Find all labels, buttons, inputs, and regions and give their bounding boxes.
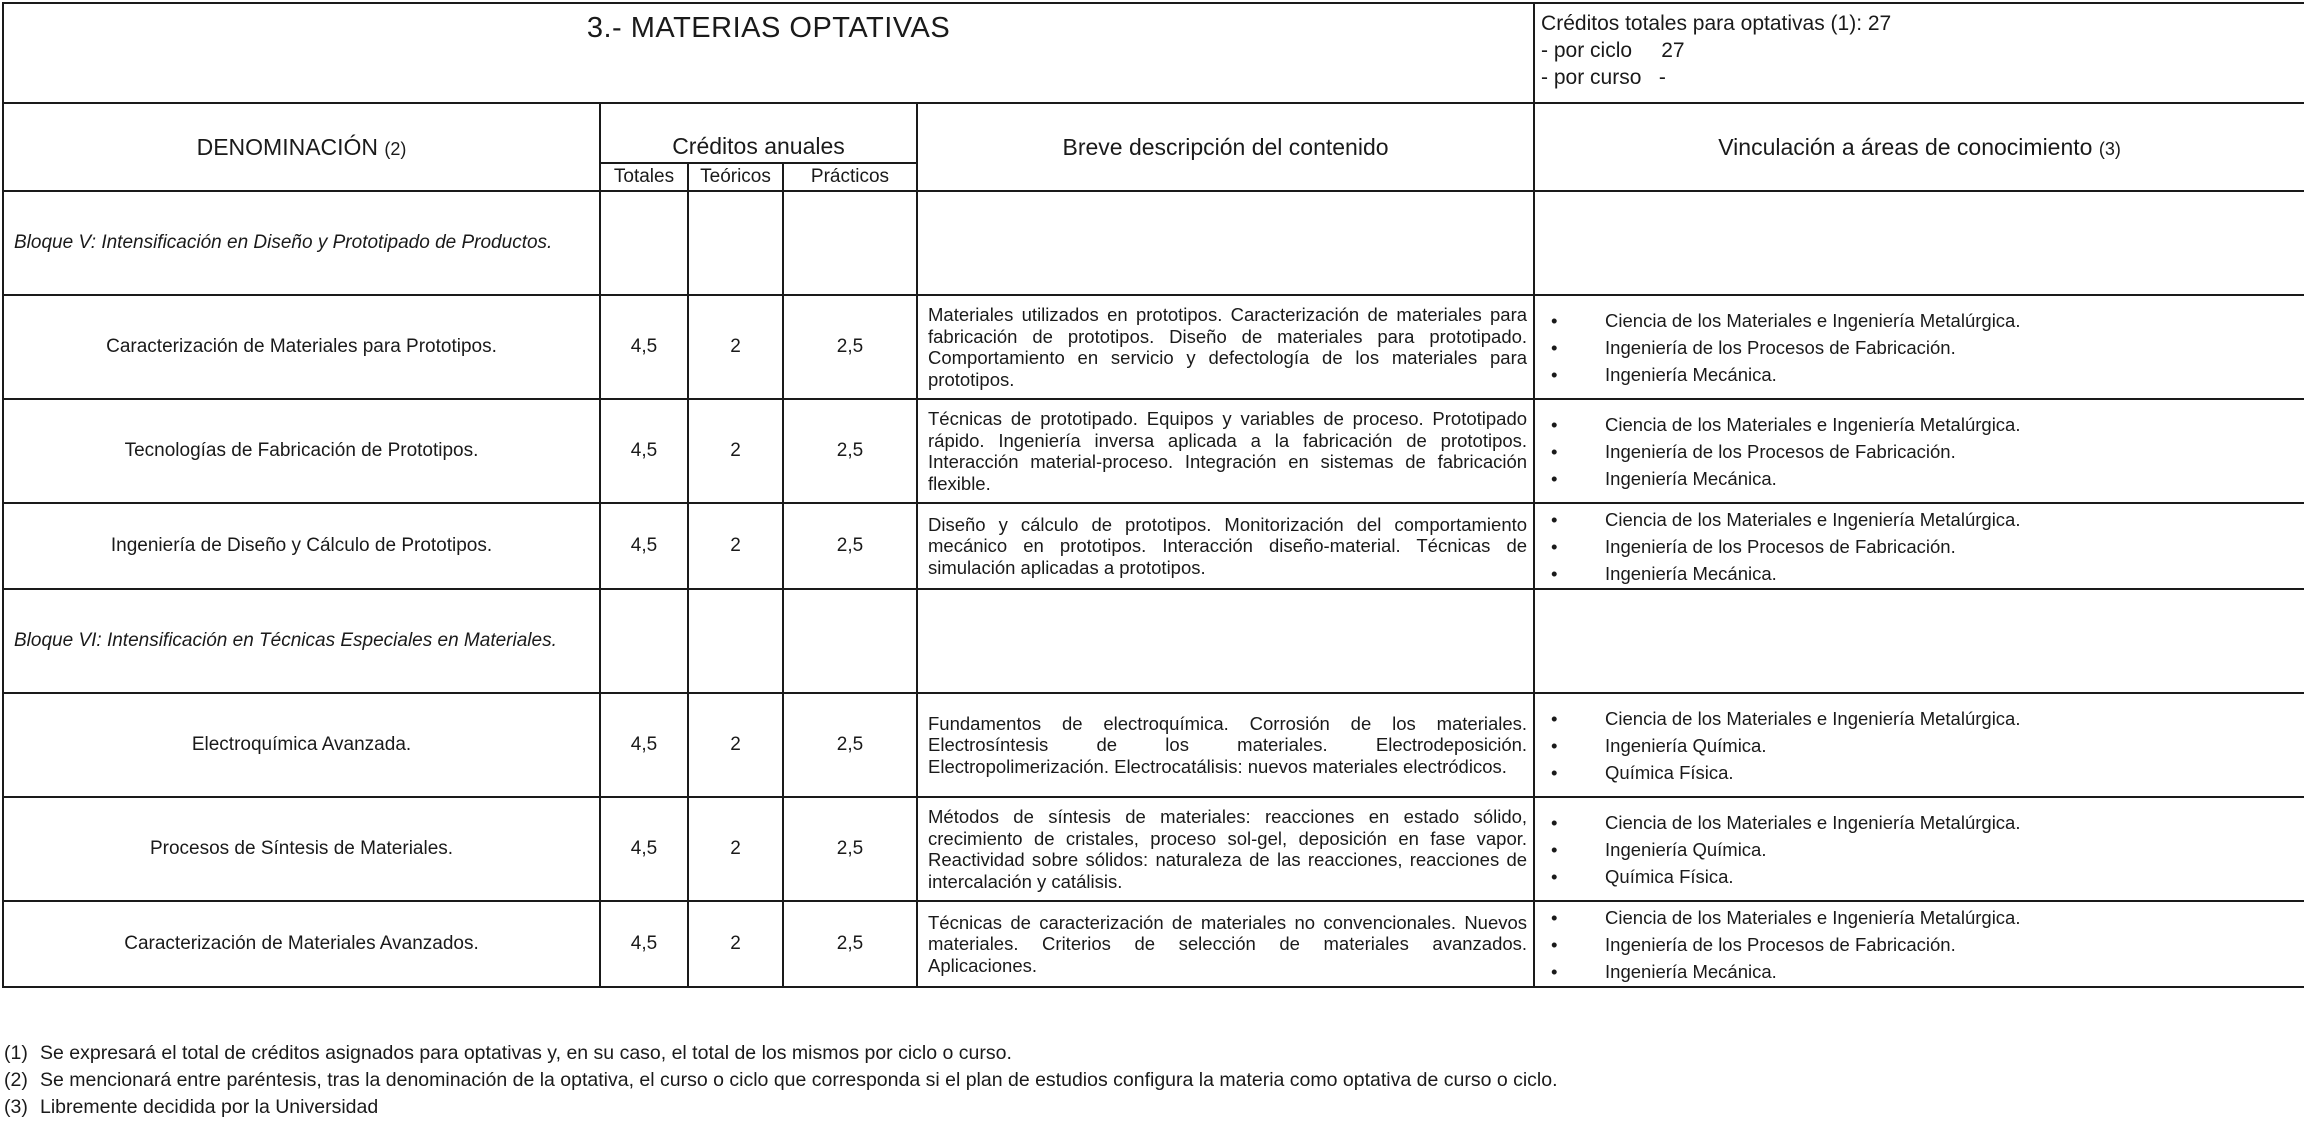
title-row <box>3 3 2304 103</box>
list-item <box>1543 533 2304 560</box>
list-item <box>1543 465 2304 492</box>
credits-teoricos: 2 <box>688 901 783 987</box>
knowledge-areas <box>1534 399 2304 503</box>
subject-description: Diseño y cálculo de prototipos. Monitorización del comportamiento mecánico en prototipos. Interacción diseño-material. Técnicas de simulación aplicadas a prototipos. <box>917 503 1534 589</box>
footnote <box>4 1067 1558 1094</box>
block-row <box>3 589 2304 693</box>
area-label: Ingeniería de los Procesos de Fabricación. <box>1605 933 1956 955</box>
knowledge-areas <box>1534 797 2304 901</box>
credits-practicos: 2,5 <box>783 901 917 987</box>
credits-totales: 4,5 <box>600 901 688 987</box>
area-label: Ingeniería Mecánica. <box>1605 562 1777 584</box>
credits-practicos: 2,5 <box>783 797 917 901</box>
bullet-icon: • <box>1551 467 1558 489</box>
area-label: Ciencia de los Materiales e Ingeniería Metalúrgica. <box>1605 413 2021 435</box>
credits-cycle-line: - por ciclo 27 <box>1541 39 1685 62</box>
page-title: 3.- MATERIAS OPTATIVAS <box>3 3 1534 103</box>
bullet-icon: • <box>1551 562 1558 584</box>
vinculacion-label: Vinculación a áreas de conocimiento <box>1718 133 2093 160</box>
bullet-icon: • <box>1551 960 1558 982</box>
area-label: Química Física. <box>1605 761 1734 783</box>
block-title: Bloque VI: Intensificación en Técnicas Especiales en Materiales. <box>3 589 600 693</box>
area-label: Ingeniería Mecánica. <box>1605 467 1777 489</box>
list-item <box>1543 705 2304 732</box>
totales-header: Totales <box>600 163 688 191</box>
list-item <box>1543 809 2304 836</box>
area-label: Ingeniería Mecánica. <box>1605 363 1777 385</box>
bullet-icon: • <box>1551 933 1558 955</box>
denominacion-note: (2) <box>384 138 407 159</box>
list-item <box>1543 560 2304 587</box>
bullet-icon: • <box>1551 535 1558 557</box>
bullet-icon: • <box>1551 865 1558 887</box>
table-row <box>3 399 2304 503</box>
empty-cell <box>917 589 1534 693</box>
footnote-number: (2) <box>4 1069 28 1091</box>
area-label: Ingeniería Química. <box>1605 734 1767 756</box>
bullet-icon: • <box>1551 363 1558 385</box>
area-label: Ciencia de los Materiales e Ingeniería Metalúrgica. <box>1605 309 2021 331</box>
credits-totales: 4,5 <box>600 399 688 503</box>
subject-description: Técnicas de prototipado. Equipos y variables de proceso. Prototipado rápido. Ingeniería inversa aplicada a la fabricación de prototipos. Interacción material-proceso. Integración en sistemas de fabricación flexible. <box>917 399 1534 503</box>
credits-practicos: 2,5 <box>783 399 917 503</box>
knowledge-areas <box>1534 295 2304 399</box>
knowledge-areas <box>1534 693 2304 797</box>
vinculacion-note: (3) <box>2098 138 2121 159</box>
bullet-icon: • <box>1551 440 1558 462</box>
footnote-text: Libremente decidida por la Universidad <box>40 1096 379 1118</box>
credits-practicos: 2,5 <box>783 693 917 797</box>
empty-cell <box>600 191 688 295</box>
credits-teoricos: 2 <box>688 399 783 503</box>
area-label: Ingeniería Mecánica. <box>1605 960 1777 982</box>
knowledge-areas <box>1534 901 2304 987</box>
empty-cell <box>688 589 783 693</box>
subject-name: Tecnologías de Fabricación de Prototipos. <box>3 399 600 503</box>
header-row <box>3 103 2304 163</box>
bullet-icon: • <box>1551 838 1558 860</box>
bullet-icon: • <box>1551 761 1558 783</box>
credits-totales: 4,5 <box>600 797 688 901</box>
table-row <box>3 295 2304 399</box>
list-item <box>1543 904 2304 931</box>
empty-cell <box>783 191 917 295</box>
area-label: Ciencia de los Materiales e Ingeniería Metalúrgica. <box>1605 707 2021 729</box>
table-row <box>3 901 2304 987</box>
list-item <box>1543 438 2304 465</box>
credits-teoricos: 2 <box>688 503 783 589</box>
credits-practicos: 2,5 <box>783 295 917 399</box>
list-item <box>1543 958 2304 985</box>
table-row <box>3 503 2304 589</box>
list-item <box>1543 759 2304 786</box>
denominacion-header <box>3 103 600 191</box>
empty-cell <box>1534 191 2304 295</box>
area-label: Ciencia de los Materiales e Ingeniería Metalúrgica. <box>1605 508 2021 530</box>
footnote <box>4 1094 1558 1121</box>
credits-totales: 4,5 <box>600 693 688 797</box>
credits-summary <box>1534 3 2304 103</box>
credits-teoricos: 2 <box>688 693 783 797</box>
credits-teoricos: 2 <box>688 797 783 901</box>
area-label: Ingeniería de los Procesos de Fabricación. <box>1605 336 1956 358</box>
practicos-header: Prácticos <box>783 163 917 191</box>
credits-totales: 4,5 <box>600 295 688 399</box>
subject-description: Fundamentos de electroquímica. Corrosión de los materiales. Electrosíntesis de los materiales. Electrodeposición. Electropolimerización. Electrocatálisis: nuevos materiales electródicos. <box>917 693 1534 797</box>
vinculacion-header <box>1534 103 2304 191</box>
footnote-number: (1) <box>4 1042 28 1064</box>
subject-name: Caracterización de Materiales para Prototipos. <box>3 295 600 399</box>
credits-teoricos: 2 <box>688 295 783 399</box>
area-label: Ciencia de los Materiales e Ingeniería Metalúrgica. <box>1605 811 2021 833</box>
table-row <box>3 797 2304 901</box>
empty-cell <box>1534 589 2304 693</box>
subject-name: Caracterización de Materiales Avanzados. <box>3 901 600 987</box>
bullet-icon: • <box>1551 906 1558 928</box>
list-item <box>1543 307 2304 334</box>
footnote <box>4 1040 1558 1067</box>
list-item <box>1543 931 2304 958</box>
credits-total-line: Créditos totales para optativas (1): 27 <box>1541 12 1892 35</box>
creditos-header: Créditos anuales <box>600 103 917 163</box>
block-row <box>3 191 2304 295</box>
credits-practicos: 2,5 <box>783 503 917 589</box>
empty-cell <box>917 191 1534 295</box>
footnote-number: (3) <box>4 1096 28 1118</box>
footnote-text: Se expresará el total de créditos asignados para optativas y, en su caso, el total de los mismos por ciclo o curso. <box>40 1042 1012 1064</box>
subject-description: Métodos de síntesis de materiales: reacciones en estado sólido, crecimiento de cristales, proceso sol-gel, deposición en fase vapor. Reactividad sobre sólidos: naturaleza de las reacciones, reacciones de intercalación y catálisis. <box>917 797 1534 901</box>
list-item <box>1543 836 2304 863</box>
subject-name: Ingeniería de Diseño y Cálculo de Prototipos. <box>3 503 600 589</box>
area-label: Ingeniería de los Procesos de Fabricación. <box>1605 535 1956 557</box>
credits-course-line: - por curso - <box>1541 66 1666 89</box>
list-item <box>1543 863 2304 890</box>
footnote-text: Se mencionará entre paréntesis, tras la denominación de la optativa, el curso o ciclo que corresponda si el plan de estudios configura la materia como optativa de curso o ciclo. <box>40 1069 1558 1091</box>
footnotes <box>4 1040 1558 1121</box>
bullet-icon: • <box>1551 309 1558 331</box>
empty-cell <box>688 191 783 295</box>
list-item <box>1543 411 2304 438</box>
bullet-icon: • <box>1551 336 1558 358</box>
empty-cell <box>783 589 917 693</box>
subject-name: Electroquímica Avanzada. <box>3 693 600 797</box>
area-label: Ciencia de los Materiales e Ingeniería Metalúrgica. <box>1605 906 2021 928</box>
knowledge-areas <box>1534 503 2304 589</box>
list-item <box>1543 334 2304 361</box>
area-label: Ingeniería Química. <box>1605 838 1767 860</box>
bullet-icon: • <box>1551 707 1558 729</box>
subject-description: Técnicas de caracterización de materiales no convencionales. Nuevos materiales. Criterios de selección de materiales avanzados. Aplicaciones. <box>917 901 1534 987</box>
list-item <box>1543 732 2304 759</box>
table-row <box>3 693 2304 797</box>
list-item <box>1543 361 2304 388</box>
teoricos-header: Teóricos <box>688 163 783 191</box>
bullet-icon: • <box>1551 734 1558 756</box>
empty-cell <box>600 589 688 693</box>
area-label: Ingeniería de los Procesos de Fabricación. <box>1605 440 1956 462</box>
credits-totales: 4,5 <box>600 503 688 589</box>
subject-name: Procesos de Síntesis de Materiales. <box>3 797 600 901</box>
subject-description: Materiales utilizados en prototipos. Caracterización de materiales para fabricación de prototipos. Diseño de materiales para prototipado. Comportamiento en servicio y defectología de los materiales para prototipos. <box>917 295 1534 399</box>
bullet-icon: • <box>1551 413 1558 435</box>
list-item <box>1543 506 2304 533</box>
descripcion-header: Breve descripción del contenido <box>917 103 1534 191</box>
area-label: Química Física. <box>1605 865 1734 887</box>
denominacion-label: DENOMINACIÓN <box>196 133 379 160</box>
optional-subjects-table <box>2 2 2304 988</box>
block-title: Bloque V: Intensificación en Diseño y Prototipado de Productos. <box>3 191 600 295</box>
bullet-icon: • <box>1551 508 1558 530</box>
bullet-icon: • <box>1551 811 1558 833</box>
